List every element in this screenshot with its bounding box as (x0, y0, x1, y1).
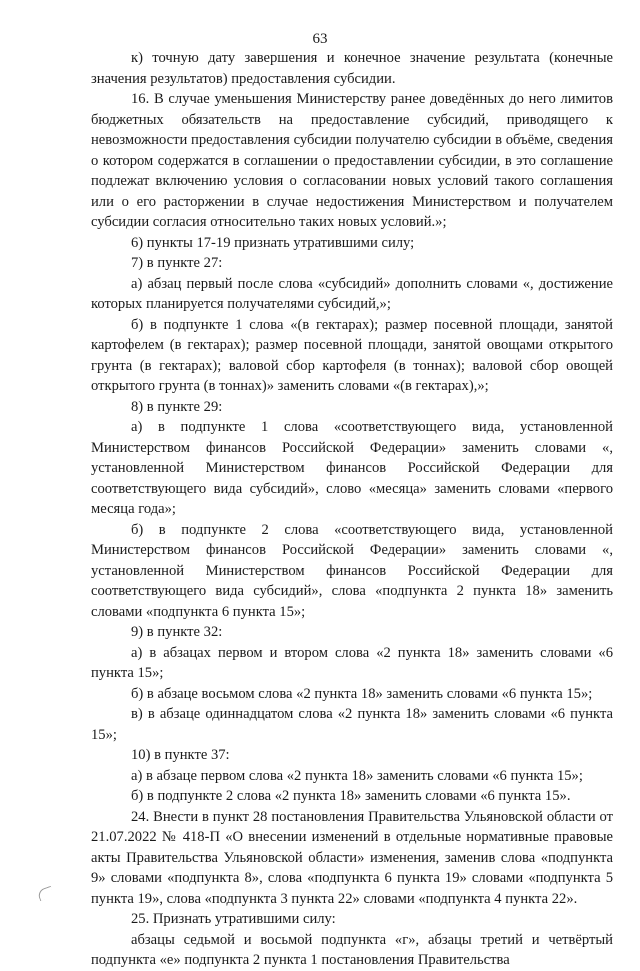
paragraph: 8) в пункте 29: (131, 398, 223, 415)
paragraph: в) в абзаце одиннадцатом слова «2 пункта 18» заменить словами «6 пункта 15»; (91, 706, 613, 743)
paragraph: а) абзац первый после слова «субсидий» дополнить словами «, достижение которых планируется получателями субсидий,»; (91, 275, 613, 312)
paragraph: 16. В случае уменьшения Министерству ранее доведённых до него лимитов бюджетных обязательств на предоставление субсидий, приводящего к невозможности предоставления субсидии получателю субсидии в объёме, сведения о котором содержатся в соглашении о предоставлении субсидии, в это соглашение подлежат включению условия о согласовании новых условий такого соглашения или о его расторжении в случае недостижения Министерством и получателем субсидии согласия относительно таких новых условий.»; (91, 91, 613, 230)
paragraph: абзацы седьмой и восьмой подпункта «г», абзацы третий и четвёртый подпункта «е» подпункта 2 пункта 1 постановления Правительства (91, 931, 613, 968)
paragraph: б) в подпункте 2 слова «2 пункта 18» заменить словами «6 пункта 15». (131, 788, 571, 804)
paragraph: а) в абзаце первом слова «2 пункта 18» заменить словами «6 пункта 15»; (131, 767, 583, 784)
paragraph: б) в подпункте 2 слова «соответствующего вида, установленной Министерством финансов Российской Федерации» заменить словами «, установленной Министерством финансов Российской Федерации для соответствующего вида субсидий», слова «подпункта 2 пункта 18» заменить словами «подпункта 6 пункта 15»; (91, 521, 613, 620)
page-number: 63 (312, 31, 328, 47)
paragraph: а) в абзацах первом и втором слова «2 пункта 18» заменить словами «6 пункта 15»; (91, 644, 613, 681)
paragraph: 9) в пункте 32: (131, 624, 223, 640)
scan-mark (37, 886, 55, 901)
paragraph: 6) пункты 17-19 признать утратившими силу; (131, 234, 415, 251)
paragraph: 10) в пункте 37: (131, 747, 230, 763)
paragraph: 7) в пункте 27: (131, 255, 223, 271)
paragraph: а) в подпункте 1 слова «соответствующего вида, установленной Министерством финансов Российской Федерации» заменить словами «, установленной Министерством финансов Российской Федерации для соответствующего вида субсидий», слово «месяца» заменить словами «первого месяца года»; (91, 419, 613, 517)
paragraph: б) в абзаце восьмом слова «2 пункта 18» заменить словами «6 пункта 15»; (131, 685, 593, 702)
paragraph: б) в подпункте 1 слова «(в гектарах); размер посевной площади, занятой картофелем (в гектарах); размер посевной площади, занятой овощами открытого грунта (в гектарах); валовой сбор картофеля (в тоннах); валовой сбор овощей открытого грунта (в тоннах)» заменить словами «(в гектарах),»; (91, 316, 613, 394)
paragraph: к) точную дату завершения и конечное значение результата (конечные значения результатов) предоставления субсидии. (91, 50, 613, 87)
paragraph: 24. Внести в пункт 28 постановления Правительства Ульяновской области от 21.07.2022 № 418-П «О внесении изменений в отдельные нормативные правовые акты Правительства Ульяновской области» изменения, заменив слова «подпункта 9» словами «подпункта 8», слова «подпункта 6 пункта 19» словами «подпункта 5 пункта 19», слова «подпункта 3 пункта 22» словами «подпункта 4 пункта 22». (91, 808, 613, 907)
document-body (91, 48, 613, 971)
paragraph: 25. Признать утратившими силу: (131, 911, 336, 927)
